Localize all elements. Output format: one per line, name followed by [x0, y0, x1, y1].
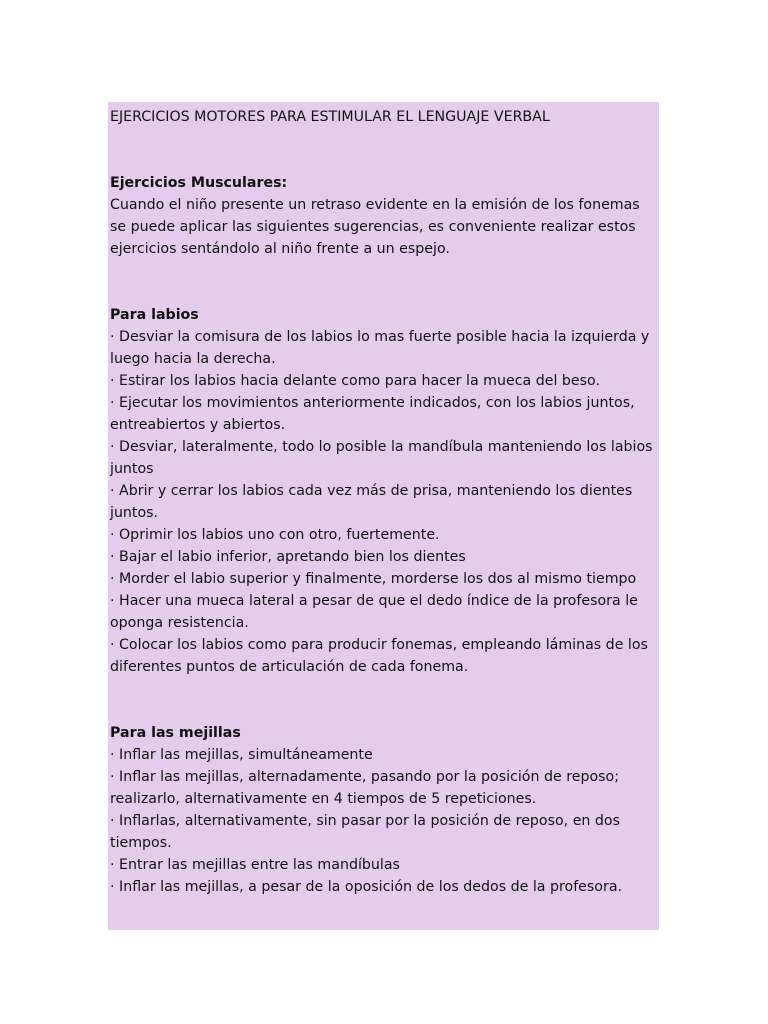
- spacer: [110, 678, 659, 722]
- spacer: [110, 128, 659, 150]
- list-item: · Colocar los labios como para producir fonemas, empleando láminas de los diferentes puntos de articulación de cada fonema.: [110, 637, 648, 675]
- document-title: EJERCICIOS MOTORES PARA ESTIMULAR EL LENGUAJE VERBAL: [110, 109, 550, 125]
- list-item: · Bajar el labio inferior, apretando bien los dientes: [110, 549, 466, 565]
- spacer: [110, 260, 659, 304]
- list-item: · Abrir y cerrar los labios cada vez más de prisa, manteniendo los dientes juntos.: [110, 483, 633, 521]
- list-item: · Hacer una mueca lateral a pesar de que el dedo índice de la profesora le oponga resistencia.: [110, 593, 638, 631]
- section-heading-para-las-mejillas: Para las mejillas: [110, 725, 241, 741]
- mejillas-list: [110, 744, 659, 898]
- list-item: · Desviar, lateralmente, todo lo posible la mandíbula manteniendo los labios juntos: [110, 439, 653, 477]
- list-item: · Inflar las mejillas, simultáneamente: [110, 747, 373, 763]
- list-item: · Inflarlas, alternativamente, sin pasar por la posición de reposo, en dos tiempos.: [110, 813, 621, 851]
- list-item: · Inflar las mejillas, a pesar de la oposición de los dedos de la profesora.: [110, 879, 623, 895]
- list-item: · Entrar las mejillas entre las mandíbulas: [110, 857, 400, 873]
- list-item: · Desviar la comisura de los labios lo mas fuerte posible hacia la izquierda y luego hacia la derecha.: [110, 329, 650, 367]
- list-item: · Estirar los labios hacia delante como para hacer la mueca del beso.: [110, 373, 600, 389]
- list-item: · Morder el labio superior y finalmente, morderse los dos al mismo tiempo: [110, 571, 637, 587]
- section-heading-para-labios: Para labios: [110, 307, 199, 323]
- labios-list: [110, 326, 659, 678]
- intro-paragraph: Cuando el niño presente un retraso evidente en la emisión de los fonemas se puede aplicar las siguientes sugerencias, es conveniente realizar estos ejercicios sentándolo al niño frente a un espejo.: [110, 197, 640, 257]
- spacer: [110, 150, 659, 172]
- list-item: · Oprimir los labios uno con otro, fuertemente.: [110, 527, 440, 543]
- list-item: · Inflar las mejillas, alternadamente, pasando por la posición de reposo; realizarlo, alternativamente en 4 tiempos de 5 repeticiones.: [110, 769, 619, 807]
- list-item: · Ejecutar los movimientos anteriormente indicados, con los labios juntos, entreabiertos y abiertos.: [110, 395, 635, 433]
- document-content: [108, 102, 659, 930]
- section-heading-ejercicios-musculares: Ejercicios Musculares:: [110, 175, 288, 191]
